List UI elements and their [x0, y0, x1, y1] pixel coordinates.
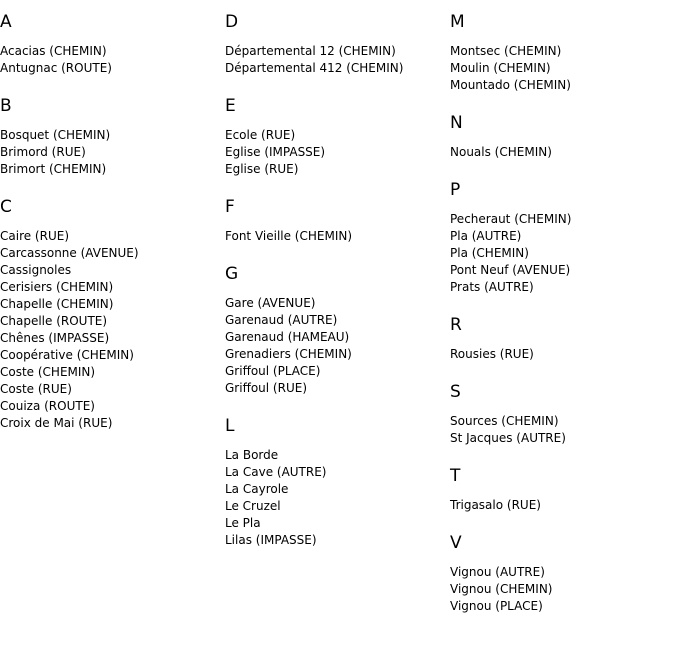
street-list-item[interactable]: Gare (AVENUE): [225, 296, 316, 310]
letter-section: [225, 416, 445, 549]
street-list-item[interactable]: Rousies (RUE): [450, 347, 534, 361]
letter-section: [0, 12, 220, 77]
index-column: [450, 0, 670, 634]
section-letter-heading: F: [225, 197, 235, 217]
street-list-item[interactable]: Montsec (CHEMIN): [450, 44, 562, 58]
street-list-item[interactable]: St Jacques (AUTRE): [450, 431, 566, 445]
street-list-item[interactable]: Prats (AUTRE): [450, 280, 534, 294]
street-list: [450, 497, 670, 514]
street-list: [0, 43, 220, 77]
letter-section: [225, 12, 445, 77]
section-letter-heading: A: [0, 12, 12, 32]
letter-section: [450, 12, 670, 94]
street-list-item[interactable]: Garenaud (HAMEAU): [225, 330, 350, 344]
letter-section: [450, 180, 670, 296]
street-list-item[interactable]: Moulin (CHEMIN): [450, 61, 551, 75]
street-list-item[interactable]: Caire (RUE): [0, 229, 69, 243]
letter-section: [450, 315, 670, 363]
street-list: [450, 346, 670, 363]
street-list-item[interactable]: Vignou (PLACE): [450, 599, 543, 613]
section-letter-heading: V: [450, 533, 462, 553]
street-list: [225, 228, 445, 245]
street-list: [225, 43, 445, 77]
section-letter-heading: N: [450, 113, 463, 133]
section-letter-heading: G: [225, 264, 239, 284]
street-list-item[interactable]: Le Cruzel: [225, 499, 281, 513]
street-list-item[interactable]: Coste (CHEMIN): [0, 365, 96, 379]
street-list-item[interactable]: Pla (CHEMIN): [450, 246, 529, 260]
street-list: [225, 447, 445, 549]
letter-section: [225, 264, 445, 397]
index-column: [225, 0, 445, 568]
street-list-item[interactable]: Brimort (CHEMIN): [0, 162, 107, 176]
street-list: [0, 228, 220, 432]
street-list-item[interactable]: Trigasalo (RUE): [450, 498, 541, 512]
street-list-item[interactable]: Pla (AUTRE): [450, 229, 522, 243]
street-list-item[interactable]: Départemental 412 (CHEMIN): [225, 61, 404, 75]
letter-section: [450, 466, 670, 514]
street-list-item[interactable]: Garenaud (AUTRE): [225, 313, 338, 327]
letter-section: [0, 96, 220, 178]
street-list-item[interactable]: Carcassonne (AVENUE): [0, 246, 139, 260]
street-list-item[interactable]: Brimord (RUE): [0, 145, 86, 159]
letter-section: [0, 197, 220, 432]
street-list-item[interactable]: Pont Neuf (AVENUE): [450, 263, 571, 277]
street-list: [450, 564, 670, 615]
section-letter-heading: M: [450, 12, 465, 32]
section-letter-heading: L: [225, 416, 235, 436]
street-list: [0, 127, 220, 178]
letter-section: [450, 113, 670, 161]
street-list-item[interactable]: Eglise (RUE): [225, 162, 299, 176]
street-list-item[interactable]: Mountado (CHEMIN): [450, 78, 571, 92]
street-list-item[interactable]: Antugnac (ROUTE): [0, 61, 112, 75]
street-list-item[interactable]: Eglise (IMPASSE): [225, 145, 326, 159]
street-list-item[interactable]: Coste (RUE): [0, 382, 72, 396]
street-list: [225, 295, 445, 397]
street-list-item[interactable]: Le Pla: [225, 516, 261, 530]
street-list: [450, 211, 670, 296]
street-list-item[interactable]: Cerisiers (CHEMIN): [0, 280, 114, 294]
street-list-item[interactable]: Griffoul (PLACE): [225, 364, 321, 378]
street-list-item[interactable]: Vignou (AUTRE): [450, 565, 545, 579]
letter-section: [225, 197, 445, 245]
letter-section: [225, 96, 445, 178]
street-list-item[interactable]: Croix de Mai (RUE): [0, 416, 113, 430]
section-letter-heading: B: [0, 96, 12, 116]
street-list-item[interactable]: Font Vieille (CHEMIN): [225, 229, 353, 243]
street-list-item[interactable]: Chapelle (ROUTE): [0, 314, 108, 328]
section-letter-heading: E: [225, 96, 236, 116]
street-list-item[interactable]: Cassignoles: [0, 263, 72, 277]
street-list-item[interactable]: Chênes (IMPASSE): [0, 331, 110, 345]
street-list-item[interactable]: Acacias (CHEMIN): [0, 44, 107, 58]
section-letter-heading: P: [450, 180, 461, 200]
index-column: [0, 0, 220, 451]
street-list-item[interactable]: Vignou (CHEMIN): [450, 582, 553, 596]
street-list-item[interactable]: Bosquet (CHEMIN): [0, 128, 111, 142]
letter-section: [450, 382, 670, 447]
section-letter-heading: S: [450, 382, 461, 402]
street-list-item[interactable]: Départemental 12 (CHEMIN): [225, 44, 396, 58]
street-list-item[interactable]: Nouals (CHEMIN): [450, 145, 552, 159]
street-list-item[interactable]: Chapelle (CHEMIN): [0, 297, 114, 311]
section-letter-heading: D: [225, 12, 239, 32]
street-list-item[interactable]: La Cave (AUTRE): [225, 465, 327, 479]
street-list: [225, 127, 445, 178]
letter-section: [450, 533, 670, 615]
street-list-item[interactable]: La Cayrole: [225, 482, 289, 496]
section-letter-heading: R: [450, 315, 462, 335]
street-list-item[interactable]: Lilas (IMPASSE): [225, 533, 317, 547]
street-list-item[interactable]: Griffoul (RUE): [225, 381, 307, 395]
street-list: [450, 43, 670, 94]
street-list-item[interactable]: Sources (CHEMIN): [450, 414, 559, 428]
street-list-item[interactable]: Pecheraut (CHEMIN): [450, 212, 572, 226]
section-letter-heading: C: [0, 197, 12, 217]
street-list-item[interactable]: Couiza (ROUTE): [0, 399, 95, 413]
street-list-item[interactable]: La Borde: [225, 448, 279, 462]
section-letter-heading: T: [450, 466, 461, 486]
street-list-item[interactable]: Grenadiers (CHEMIN): [225, 347, 352, 361]
street-list-item[interactable]: Coopérative (CHEMIN): [0, 348, 134, 362]
street-list: [450, 413, 670, 447]
street-list: [450, 144, 670, 161]
street-list-item[interactable]: Ecole (RUE): [225, 128, 296, 142]
